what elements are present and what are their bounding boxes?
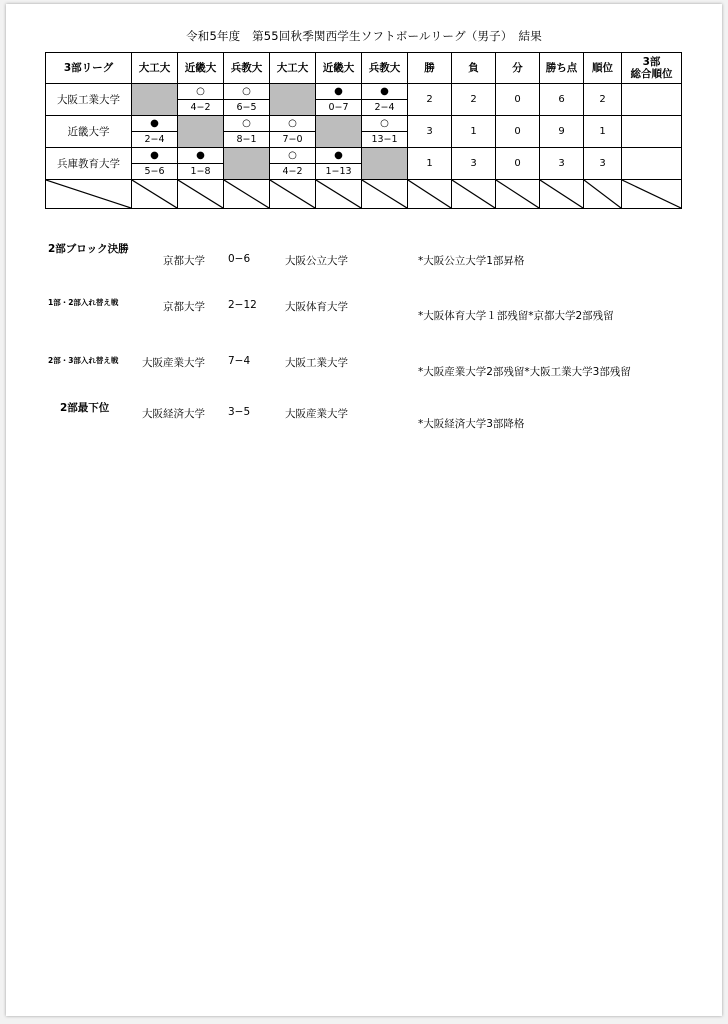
- result-mark: ○: [224, 84, 269, 100]
- match-score: 13−1: [371, 134, 398, 145]
- match-score: 7−0: [282, 134, 303, 145]
- match-result-cell: [270, 116, 316, 148]
- result-mark: ○: [270, 116, 315, 132]
- self-match-cell: [362, 148, 408, 180]
- self-match-cell: [132, 84, 178, 116]
- diagonal-blank-cell: [496, 180, 540, 209]
- header-cell: 兵教大: [224, 53, 270, 84]
- match-score: 7−4: [228, 355, 251, 367]
- header-cell: 分: [496, 53, 540, 84]
- self-match-cell: [178, 116, 224, 148]
- match-score: 4−2: [190, 102, 211, 113]
- match-label: 2部最下位: [60, 402, 110, 414]
- match-score: 2−4: [374, 102, 395, 113]
- result-mark: ●: [362, 84, 407, 100]
- match-score: 3−5: [228, 406, 251, 418]
- diagonal-blank-cell: [452, 180, 496, 209]
- match-result-note: *大阪公立大学1部昇格: [418, 255, 525, 267]
- match-result-cell: [132, 116, 178, 148]
- team-a-name: 大阪産業大学: [142, 357, 205, 369]
- match-score: 2−4: [144, 134, 165, 145]
- match-result-note: *大阪産業大学2部残留*大阪工業大学3部残留: [418, 366, 631, 378]
- match-result-cell: [270, 148, 316, 180]
- header-overall-rank: 3部 総合順位: [622, 53, 682, 84]
- header-corner: 3部リーグ: [46, 53, 132, 84]
- result-mark: ○: [362, 116, 407, 132]
- table-header-row: [46, 53, 682, 84]
- diagonal-blank-cell: [132, 180, 178, 209]
- diagonal-blank-cell: [270, 180, 316, 209]
- header-cell: 大工大: [132, 53, 178, 84]
- diagonal-blank-cell: [224, 180, 270, 209]
- team-name: 近畿大学: [46, 116, 132, 148]
- match-score: 2−12: [228, 299, 257, 311]
- diagonal-blank-cell: [178, 180, 224, 209]
- match-score: 4−2: [282, 166, 303, 177]
- result-mark: ○: [178, 84, 223, 100]
- match-label: 1部・2部入れ替え戦: [48, 298, 119, 307]
- team-name: 兵庫教育大学: [46, 148, 132, 180]
- team-a-name: 京都大学: [163, 301, 205, 313]
- header-cell: 勝ち点: [540, 53, 584, 84]
- table-row: [46, 116, 682, 148]
- result-mark: ○: [224, 116, 269, 132]
- match-score: 0−6: [228, 253, 251, 265]
- stat-cell: 0: [496, 84, 540, 116]
- stat-cell: [622, 116, 682, 148]
- result-mark: ●: [316, 84, 361, 100]
- stat-cell: 0: [496, 116, 540, 148]
- match-result-cell: [316, 148, 362, 180]
- team-name: 大阪工業大学: [46, 84, 132, 116]
- diagonal-blank-cell: [584, 180, 622, 209]
- result-mark: ○: [270, 148, 315, 164]
- table-row: [46, 148, 682, 180]
- match-score: 6−5: [236, 102, 257, 113]
- stat-cell: 0: [496, 148, 540, 180]
- match-result-cell: [178, 84, 224, 116]
- header-cell: 負: [452, 53, 496, 84]
- header-cell: 近畿大: [316, 53, 362, 84]
- diagonal-blank-cell: [46, 180, 132, 209]
- self-match-cell: [224, 148, 270, 180]
- match-result-cell: [316, 84, 362, 116]
- match-result-cell: [132, 148, 178, 180]
- stat-cell: [622, 84, 682, 116]
- match-score: 1−8: [190, 166, 211, 177]
- stat-cell: 3: [408, 116, 452, 148]
- match-score: 0−7: [328, 102, 349, 113]
- team-a-name: 大阪経済大学: [142, 408, 205, 420]
- self-match-cell: [316, 116, 362, 148]
- match-result-cell: [362, 84, 408, 116]
- match-result-cell: [224, 84, 270, 116]
- diagonal-blank-cell: [622, 180, 682, 209]
- empty-table-row: [46, 180, 682, 209]
- stat-cell: 2: [584, 84, 622, 116]
- header-cell: 近畿大: [178, 53, 224, 84]
- match-label: 2部・3部入れ替え戦: [48, 356, 119, 365]
- result-mark: ●: [132, 116, 177, 132]
- match-result-note: *大阪経済大学3部降格: [418, 418, 525, 430]
- stat-cell: 2: [408, 84, 452, 116]
- diagonal-blank-cell: [362, 180, 408, 209]
- result-mark: ●: [178, 148, 223, 164]
- stat-cell: 3: [540, 148, 584, 180]
- document-title: 令和5年度 第55回秋季関西学生ソフトボールリーグ（男子） 結果: [186, 29, 542, 43]
- league-results-table: [45, 52, 682, 209]
- header-cell: 勝: [408, 53, 452, 84]
- diagonal-blank-cell: [408, 180, 452, 209]
- stat-cell: 2: [452, 84, 496, 116]
- stat-cell: 6: [540, 84, 584, 116]
- header-cell: 順位: [584, 53, 622, 84]
- team-b-name: 大阪産業大学: [285, 408, 348, 420]
- result-mark: ●: [132, 148, 177, 164]
- team-a-name: 京都大学: [163, 255, 205, 267]
- match-label: 2部ブロック決勝: [48, 243, 129, 255]
- diagonal-blank-cell: [540, 180, 584, 209]
- stat-cell: 1: [584, 116, 622, 148]
- match-result-cell: [178, 148, 224, 180]
- stat-cell: [622, 148, 682, 180]
- match-score: 5−6: [144, 166, 165, 177]
- stat-cell: 3: [584, 148, 622, 180]
- table-row: [46, 84, 682, 116]
- team-b-name: 大阪工業大学: [285, 357, 348, 369]
- result-mark: ●: [316, 148, 361, 164]
- stat-cell: 1: [452, 116, 496, 148]
- match-result-note: *大阪体育大学１部残留*京都大学2部残留: [418, 310, 614, 322]
- match-score: 1−13: [325, 166, 352, 177]
- diagonal-blank-cell: [316, 180, 362, 209]
- stat-cell: 3: [452, 148, 496, 180]
- stat-cell: 1: [408, 148, 452, 180]
- match-score: 8−1: [236, 134, 257, 145]
- stat-cell: 9: [540, 116, 584, 148]
- header-cell: 大工大: [270, 53, 316, 84]
- match-result-cell: [362, 116, 408, 148]
- team-b-name: 大阪公立大学: [285, 255, 348, 267]
- team-b-name: 大阪体育大学: [285, 301, 348, 313]
- header-cell: 兵教大: [362, 53, 408, 84]
- match-result-cell: [224, 116, 270, 148]
- self-match-cell: [270, 84, 316, 116]
